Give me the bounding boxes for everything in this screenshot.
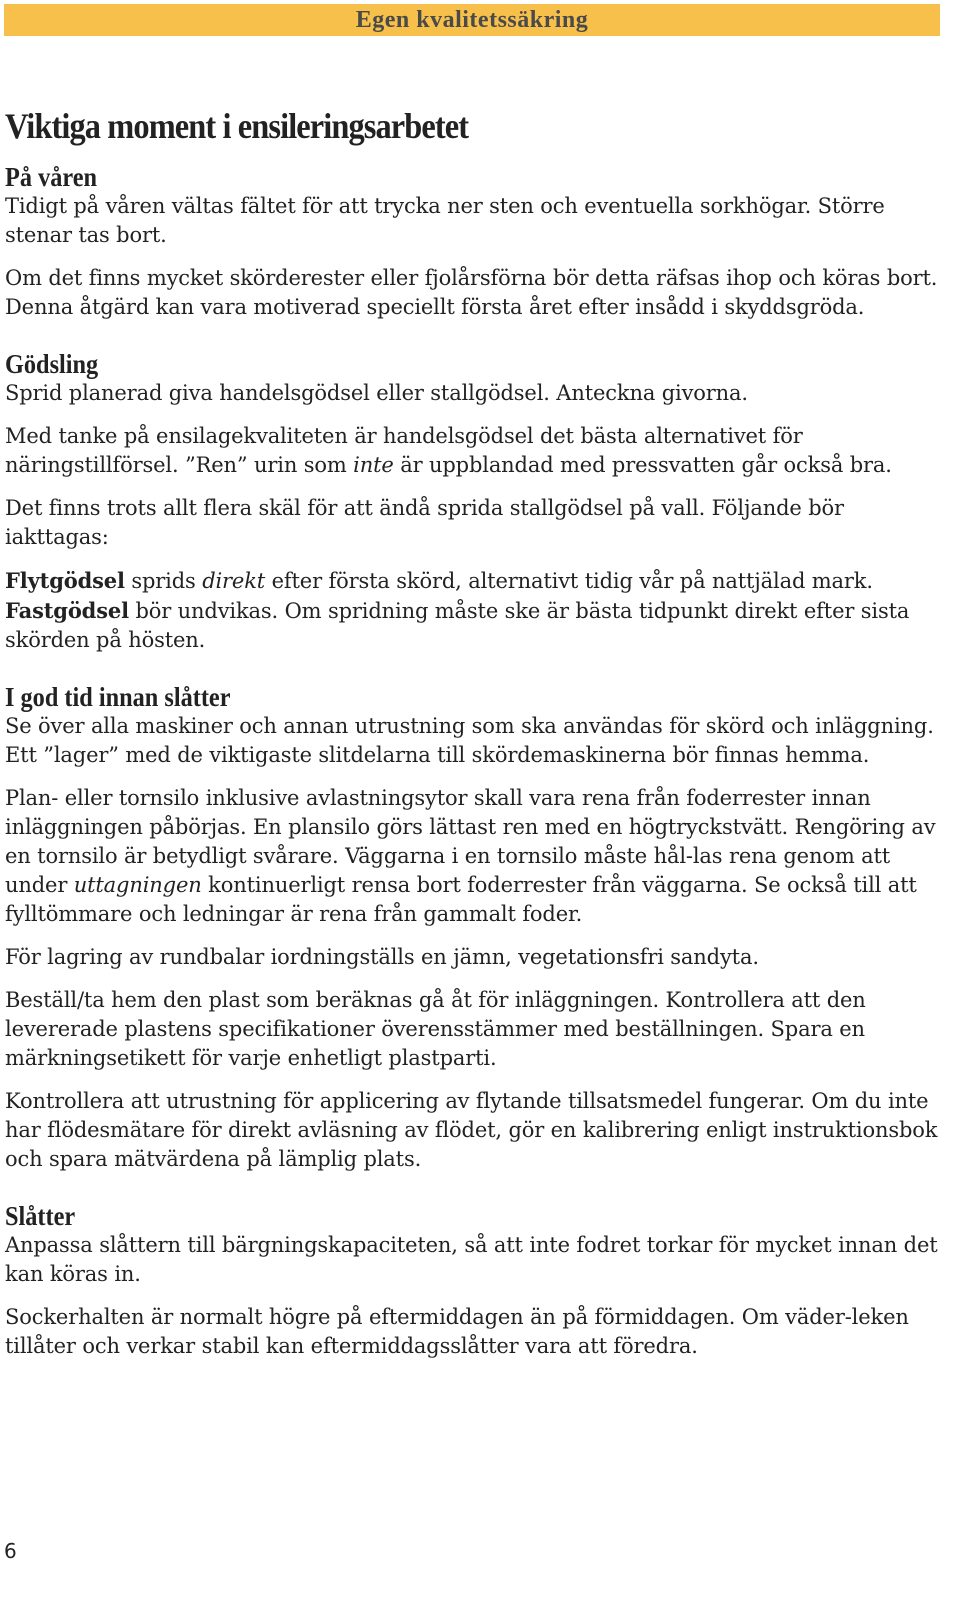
heading-godsling: Gödsling xyxy=(5,349,99,379)
paragraph: Om det finns mycket skörderester eller fjolårsförna bör detta räfsas ihop och köras bort. Denna åtgärd kan vara motiverad speciellt första året efter insådd i skyddsgröda. xyxy=(5,266,938,319)
paragraph: Plan- eller tornsilo inklusive avlastningsytor skall vara rena från foderrester innan inläggningen påbörjas. En plansilo görs lättast ren med en högtryckstvätt. Rengöring av en tornsilo är betydligt svårare. Väggarna i en tornsilo måste hål-las rena genom att under uttagningen kontinuerligt rensa bort foderrester från väggarna. Se också till att fylltömmare och ledningar är rena från gammalt foder. xyxy=(5,786,936,926)
paragraph: Sprid planerad giva handelsgödsel eller stallgödsel. Anteckna givorna. xyxy=(5,381,748,405)
heading-pa-varen: På våren xyxy=(5,162,98,192)
paragraph: Det finns trots allt flera skäl för att ändå sprida stallgödsel på vall. Följande bör iakttagas: xyxy=(5,496,844,549)
heading-i-god-tid: I god tid innan slåtter xyxy=(5,682,231,712)
document-body xyxy=(5,96,945,1361)
paragraph: Beställ/ta hem den plast som beräknas gå åt för inläggningen. Kontrollera att den levererade plastens specifikationer överensstämmer med beställningen. Spara en märkningsetikett för varje enhetligt plastparti. xyxy=(5,988,866,1070)
paragraph: Se över alla maskiner och annan utrustning som ska användas för skörd och inläggning. Ett ”lager” med de viktigaste slitdelarna till skördemaskinerna bör finnas hemma. xyxy=(5,714,934,767)
section-header-title: Egen kvalitetssäkring xyxy=(355,6,589,33)
paragraph: Fastgödsel bör undvikas. Om spridning måste ske är bästa tidpunkt direkt efter sista skörden på hösten. xyxy=(5,598,910,652)
paragraph: Med tanke på ensilagekvaliteten är handelsgödsel det bästa alternativet för näringstillförsel. ”Ren” urin som inte är uppblandad med pressvatten går också bra. xyxy=(5,424,892,477)
paragraph: Sockerhalten är normalt högre på eftermiddagen än på förmiddagen. Om väder-leken tillåter och verkar stabil kan eftermiddagsslåtter vara att föredra. xyxy=(5,1305,909,1358)
page-number: 6 xyxy=(4,1539,17,1563)
heading-slatter: Slåtter xyxy=(5,1201,76,1231)
page-title: Viktiga moment i ensileringsarbetet xyxy=(5,106,469,146)
paragraph: Flytgödsel sprids direkt efter första skörd, alternativt tidig vår på nattjälad mark. xyxy=(5,568,873,593)
paragraph: Tidigt på våren vältas fältet för att trycka ner sten och eventuella sorkhögar. Större stenar tas bort. xyxy=(5,194,885,247)
section-header-band xyxy=(4,4,940,36)
paragraph: För lagring av rundbalar iordningställs en jämn, vegetationsfri sandyta. xyxy=(5,945,759,969)
paragraph: Kontrollera att utrustning för applicering av flytande tillsatsmedel fungerar. Om du inte har flödesmätare för direkt avläsning av flödet, gör en kalibrering enligt instruktionsbok och spara mätvärdena på lämplig plats. xyxy=(5,1089,938,1171)
paragraph: Anpassa slåttern till bärgningskapaciteten, så att inte fodret torkar för mycket innan det kan köras in. xyxy=(5,1233,938,1286)
